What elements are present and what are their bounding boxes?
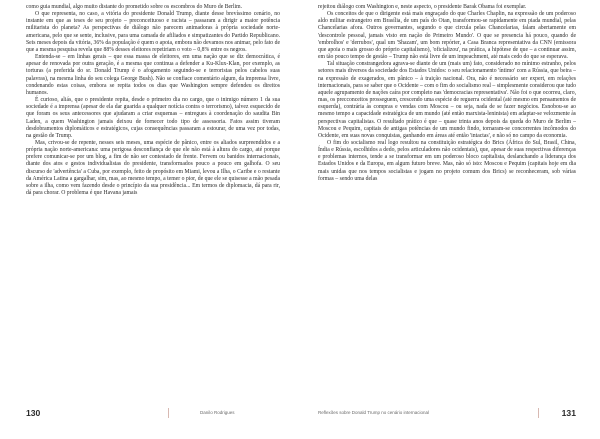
left-footer — [26, 407, 280, 419]
page-number: 130 — [26, 408, 41, 418]
paragraph: como guia mundial, algo muito distante do prometido sobre os escombros do Muro de Berlim. — [26, 4, 243, 10]
right-page — [300, 0, 600, 439]
right-text-column — [318, 4, 576, 183]
page-number: 131 — [561, 408, 576, 418]
running-head-title: Reflexões sobre Donald Trump no cenário internacional — [318, 410, 430, 415]
paragraph: Tal situação constrangedora agrava-se diante de um (mais um) fato, considerado no mínimo estranho, pelos setores mais diversos da sociedade dos Estados Unidos: o seu relacionamento 'íntimo' com a Rússia, que beira – na expressão de exagerados, em pânico – à traição nacional. Ora, não é necessário ser expert, em relações internacionais, para se saber que o Ocidente – com o fim do socialismo real – simplesmente considerou que tudo aquele agrupamento de nações caíra por completo nas 'democracias representativa'. Não foi o que ocorreu, claro, mas, os precconceitos prosseguem, crescendo uma espécie de reguerra ocidental (até mesmo em pensamentos de esquerda), contrária às compras e vendas com Moscou – ou seja, nada de se fazer negócios. Esnobou-se ao mesmo tempo a capacidade estratégica de um mundo (até então marxista-leninista) em adaptar-se velozmente às perspectivas capitalistas. O resultado prático é que – quase trinta anos depois da queda do Muro de Berlim – Moscou e Pequim, capitais de antigas potências de um mundo findo, tornaram-se concorrentes incômodos do Ocidente, em suas novas conquistas, ganhando em áreas até então 'intactas', e não só no campo da economia. — [318, 61, 576, 139]
paragraph: É curioso, aliás, que o presidente repita, desde o primeiro dia no cargo, que o inimigo número 1 da sua sociedade é a imprensa (apesar de ela dar guarida a qualquer notícia contra o terrorismo), talvez esquecido de que foram os seus antecessores que ajudaram a criar esquemas – entregues à coordenação do saudita Bin Laden, a quem Washington jamais deixou de fornecer todo tipo de assessoria. Fatos assim tiveram desdobramentos diplomáticos e estratégicos, cujas consequências passaram a estourar, de uma vez por todas, na gestão de Trump. — [26, 97, 280, 139]
paragraph: Os conceitos de que o dirigente está mais engraçado do que Charles Chaplin, na expressão de um poderoso aldo militar estrangeiro em Brasília, de um país do Otan, transformou-se rapidamente em piada mundial, pelas Chancelarias afora. Outros governantes, segundo o que circula pelas Chancelarias, falam abertamente em 'descontrole pessoal, jamais visto em nação do Primeiro Mundo'. O que se presencia há pouco, quando de 'embrolhos' e 'derrubos', qual um 'Shazam', um bom repórter, a Casa Branca representativa da CNN (emissora que apoia o mais grosso do próprio capitalismo), 'oficializou', na prática, a hipótese de que – a continuar assim, em tão pouco tempo de gestão – Trump não está livre de um impeachment, até mais cedo do que se esperava. — [318, 11, 576, 61]
paragraph: Mas, crivou-se de repente, nesses seis meses, uma espécie de pânico, entre os aliados surpreendidos e a própria nação norte-americana: uma perigosa desconfiança de que ele não está à altura do cargo, até porque prefere comunicar-se por um blog, a fim de não ser contestado de frente. Fervem ou banidos internacionais, diante dos atos e gestos individualistas do presidente, transformados pouco a pouco em galhofa. O seu discurso de 'advertência' a Cuba, por exemplo, feito de propósito em Miami, levou a Ilha, o Caribe e o restante da América Latina a gargalhar, sim, mas, ao mesmo tempo, a temer o pior, de que ele se quisesse a mão pesada sobre a ilha, como vem fazendo desde o princípio da sua presidência... Em termos de diplomacia, dá para rir, dá para chorar. O problema é que Havana jamais — [26, 139, 280, 197]
left-text-column — [26, 4, 280, 197]
paragraph: Entenda-se – em linhas gerais – que essa massa de eleitores, em uma nação que se diz democrática, é apesar de renovada por outra geração, é a mesma que continua a defender a Ku-Klux-Klan, por exemplo, as torturas (a preferida do sr. Donald Trump é o afogamento seguindo-se e terroristas pelos cabelos suas palavras), na mesma linha do seu colega George Bush). Não se confiace comentário algum, da imprensa livre, condenando estas coisas, embora se repita todos os dias que Washington sempre defendeu os direitos humanos. — [26, 54, 280, 96]
running-head-author: Danilo Rodrigues — [200, 410, 235, 415]
paragraph: rejeitou diálogo com Washington e, neste aspecto, o presidente Barak Obama foi exemplar. — [318, 4, 527, 10]
paragraph: O fim do socialismo real logo resultou na constituição estratégica do Brics (África do Sul, Brasil, China, Índia e Rússia, escolhidos a dedo, pelos articuladores não ocidentais), que, apesar de suas respectivas diferenças e problemas internos, tende a se transformar em um poderoso bloco capitalista, deslanchando a liderança dos Estados Unidos e da Europa, em algum futuro breve. Mas, não só isto: Moscou e Pequim (capitais hoje em dia mais unidas que nos tempos socialistas e jogam no projeto comum dos Brics) se reconheceram, sob várias formas – sendo uma delas — [318, 139, 576, 182]
paragraph: O que representa, no caso, a vitória do presidente Donald Trump, diante desse brevíssimo cenário, no instante em que as teses de seu projeto – preconceituoso e racista – passaram a dirigir a maior potência militarista do planeta? As perspectivas de diálogo não parecem animadoras à própria sociedade norte-americana, pelo que se sente, inclusive, para uma camada de afiliados e simpatizantes do Partido Republicano. Seis meses depois da vitória, 36% da população é quem o apoia, embora não devamos nos animar, pelo fato de que a mesma pesquisa revela que 88% desses eleitores repetiriam o voto – 0,8% entre os negros. — [26, 11, 280, 53]
right-footer — [318, 407, 576, 419]
